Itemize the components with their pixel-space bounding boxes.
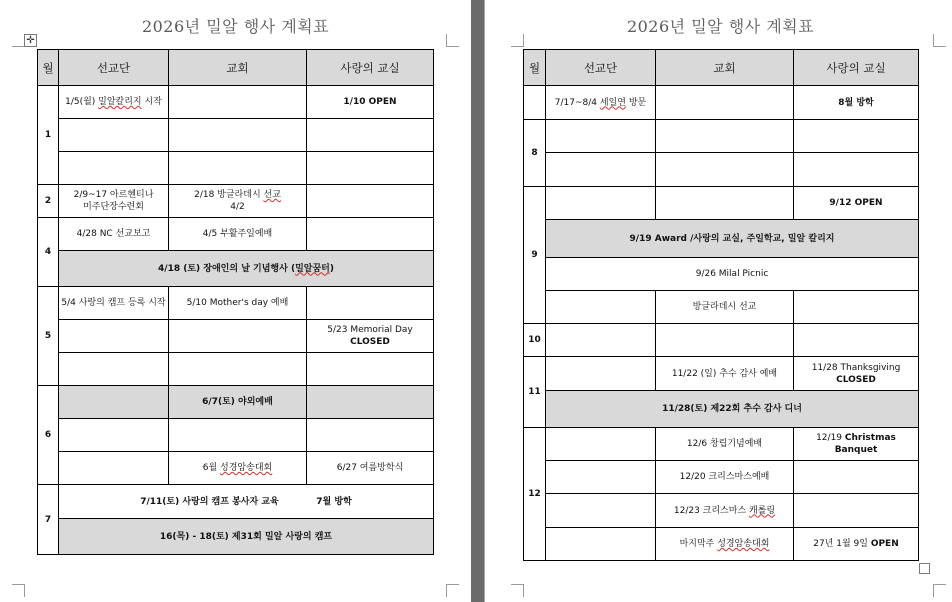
- header-church: 교회: [656, 50, 794, 86]
- month-cell[interactable]: [524, 86, 546, 120]
- mission-cell[interactable]: [59, 386, 169, 419]
- mission-cell[interactable]: [546, 187, 656, 220]
- mission-cell[interactable]: [59, 353, 169, 386]
- month-cell[interactable]: 12: [524, 428, 546, 561]
- mission-cell[interactable]: [59, 452, 169, 485]
- header-classroom: 사랑의 교실: [307, 50, 434, 86]
- table-row: [38, 519, 434, 555]
- classroom-cell[interactable]: [794, 494, 919, 528]
- month-cell[interactable]: 6: [38, 386, 59, 485]
- page-title: 2026년 밀알 행사 계획표: [626, 17, 815, 36]
- mission-cell[interactable]: [546, 494, 656, 528]
- church-cell[interactable]: [656, 324, 794, 357]
- document-page-left: [0, 0, 471, 602]
- church-cell[interactable]: 2/18 방글라데시 선교 4/2: [169, 185, 307, 218]
- church-cell[interactable]: [656, 153, 794, 187]
- margin-corner-mark: [511, 584, 524, 597]
- merged-event-cell[interactable]: 4/18 (토) 장애인의 날 기념행사 (밀알꿈터): [59, 251, 434, 287]
- page-title: 2026년 밀알 행사 계획표: [141, 17, 330, 36]
- table-row: [38, 185, 434, 218]
- church-cell[interactable]: 6월 성경암송대회: [169, 452, 307, 485]
- table-row: [524, 324, 919, 357]
- classroom-cell[interactable]: [307, 386, 434, 419]
- table-row: [524, 291, 919, 324]
- classroom-cell[interactable]: 27년 1월 9일 OPEN: [794, 528, 919, 561]
- church-cell[interactable]: [169, 86, 307, 119]
- church-cell[interactable]: 5/10 Mother's day 예배: [169, 287, 307, 320]
- month-cell[interactable]: 2: [38, 185, 59, 218]
- classroom-cell[interactable]: [794, 120, 919, 153]
- month-cell[interactable]: 7: [38, 485, 59, 555]
- table-row: [524, 428, 919, 461]
- classroom-cell[interactable]: [307, 419, 434, 452]
- classroom-cell[interactable]: [794, 153, 919, 187]
- table-header-row: [38, 50, 434, 86]
- mission-cell[interactable]: [59, 419, 169, 452]
- month-cell[interactable]: 1: [38, 86, 59, 185]
- table-row: [38, 353, 434, 386]
- table-row: [38, 419, 434, 452]
- month-cell[interactable]: 8: [524, 120, 546, 187]
- mission-cell[interactable]: 5/4 사랑의 캠프 등록 시작: [59, 287, 169, 320]
- classroom-cell[interactable]: 5/23 Memorial Day CLOSED: [307, 320, 434, 353]
- church-cell[interactable]: [169, 119, 307, 152]
- church-cell[interactable]: 12/20 크리스마스예배: [656, 461, 794, 494]
- table-row: [38, 287, 434, 320]
- classroom-cell[interactable]: 1/10 OPEN: [307, 86, 434, 119]
- table-row: [38, 119, 434, 152]
- mission-cell[interactable]: [546, 528, 656, 561]
- classroom-cell[interactable]: [307, 218, 434, 251]
- schedule-table-left: [37, 49, 434, 555]
- table-row: [38, 152, 434, 185]
- classroom-cell[interactable]: [794, 324, 919, 357]
- classroom-cell[interactable]: [307, 353, 434, 386]
- mission-cell[interactable]: [546, 291, 656, 324]
- header-mission: 선교단: [546, 50, 656, 86]
- mission-cell[interactable]: [59, 152, 169, 185]
- table-row: [524, 258, 919, 291]
- table-row: [38, 251, 434, 287]
- month-cell[interactable]: 9: [524, 187, 546, 324]
- classroom-cell[interactable]: 6/27 여름방학식: [307, 452, 434, 485]
- table-row: [524, 220, 919, 258]
- table-row: [524, 461, 919, 494]
- merged-event-cell[interactable]: 7/11(토) 사랑의 캠프 봉사자 교육 7월 방학: [59, 485, 434, 519]
- classroom-cell[interactable]: 9/12 OPEN: [794, 187, 919, 220]
- church-cell[interactable]: [169, 419, 307, 452]
- church-cell[interactable]: [169, 152, 307, 185]
- classroom-cell[interactable]: 12/19 Christmas Banquet: [794, 428, 919, 461]
- mission-cell[interactable]: 7/17~8/4 세일연 방문: [546, 86, 656, 120]
- mission-cell[interactable]: 2/9~17 아르헨티나 미주단장수련회: [59, 185, 169, 218]
- merged-event-cell[interactable]: 9/19 Award /사랑의 교실, 주일학교, 밀알 칼리지: [546, 220, 919, 258]
- header-church: 교회: [169, 50, 307, 86]
- classroom-cell[interactable]: [307, 287, 434, 320]
- mission-cell[interactable]: [59, 320, 169, 353]
- mission-cell[interactable]: [546, 324, 656, 357]
- table-header-row: [524, 50, 919, 86]
- mission-cell[interactable]: 4/28 NC 선교보고: [59, 218, 169, 251]
- mission-cell[interactable]: [546, 357, 656, 391]
- table-row: [38, 218, 434, 251]
- move-icon[interactable]: ✛: [24, 34, 37, 47]
- mission-cell[interactable]: [546, 120, 656, 153]
- page-gutter: [471, 0, 485, 602]
- header-classroom: 사랑의 교실: [794, 50, 919, 86]
- margin-corner-mark: [446, 34, 459, 47]
- table-row: [38, 452, 434, 485]
- header-month: 월: [38, 50, 59, 86]
- table-row: [524, 120, 919, 153]
- church-cell[interactable]: [169, 353, 307, 386]
- resize-handle-icon[interactable]: [919, 563, 930, 574]
- merged-event-cell[interactable]: 11/28(토) 제22회 추수 감사 디너: [546, 391, 919, 428]
- mission-cell[interactable]: [546, 153, 656, 187]
- church-cell[interactable]: [656, 86, 794, 120]
- church-cell[interactable]: 4/5 부활주일예배: [169, 218, 307, 251]
- table-row: [524, 153, 919, 187]
- margin-corner-mark: [446, 584, 459, 597]
- merged-event-cell[interactable]: 16(목) - 18(토) 제31회 밀알 사랑의 캠프: [59, 519, 434, 555]
- margin-corner-mark: [933, 34, 946, 47]
- table-row: [38, 320, 434, 353]
- mission-cell[interactable]: [546, 428, 656, 461]
- church-cell[interactable]: 마지막주 성경암송대회: [656, 528, 794, 561]
- header-mission: 선교단: [59, 50, 169, 86]
- table-row: [524, 187, 919, 220]
- church-cell[interactable]: [656, 187, 794, 220]
- month-cell[interactable]: 10: [524, 324, 546, 357]
- classroom-cell[interactable]: [794, 291, 919, 324]
- table-row: [38, 485, 434, 519]
- table-row: [524, 494, 919, 528]
- month-cell[interactable]: 11: [524, 357, 546, 428]
- table-row: [524, 391, 919, 428]
- church-cell[interactable]: 12/23 크리스마스 캐롤링: [656, 494, 794, 528]
- classroom-cell[interactable]: [307, 152, 434, 185]
- schedule-table-right: [523, 49, 919, 561]
- church-cell[interactable]: 방글라데시 선교: [656, 291, 794, 324]
- margin-corner-mark: [933, 584, 946, 597]
- church-cell[interactable]: [169, 320, 307, 353]
- church-cell[interactable]: 6/7(토) 야외예배: [169, 386, 307, 419]
- month-cell[interactable]: 4: [38, 218, 59, 287]
- month-cell[interactable]: 5: [38, 287, 59, 386]
- header-month: 월: [524, 50, 546, 86]
- table-row: [38, 386, 434, 419]
- church-cell[interactable]: [656, 120, 794, 153]
- classroom-cell[interactable]: [307, 119, 434, 152]
- mission-cell[interactable]: [59, 119, 169, 152]
- classroom-cell[interactable]: [794, 461, 919, 494]
- table-row: [524, 357, 919, 391]
- document-page-right: [485, 0, 952, 602]
- table-row: [524, 86, 919, 120]
- table-row: [38, 86, 434, 119]
- church-cell[interactable]: 12/6 창립기념예배: [656, 428, 794, 461]
- merged-event-cell[interactable]: 9/26 Milal Picnic: [546, 258, 919, 291]
- mission-cell[interactable]: [546, 461, 656, 494]
- mission-cell[interactable]: 1/5(월) 밀알칼리지 시작: [59, 86, 169, 119]
- table-row: [524, 528, 919, 561]
- classroom-cell[interactable]: 8월 방학: [794, 86, 919, 120]
- church-cell[interactable]: 11/22 (일) 추수 감사 예배: [656, 357, 794, 391]
- classroom-cell[interactable]: [307, 185, 434, 218]
- classroom-cell[interactable]: 11/28 Thanksgiving CLOSED: [794, 357, 919, 391]
- margin-corner-mark: [12, 584, 25, 597]
